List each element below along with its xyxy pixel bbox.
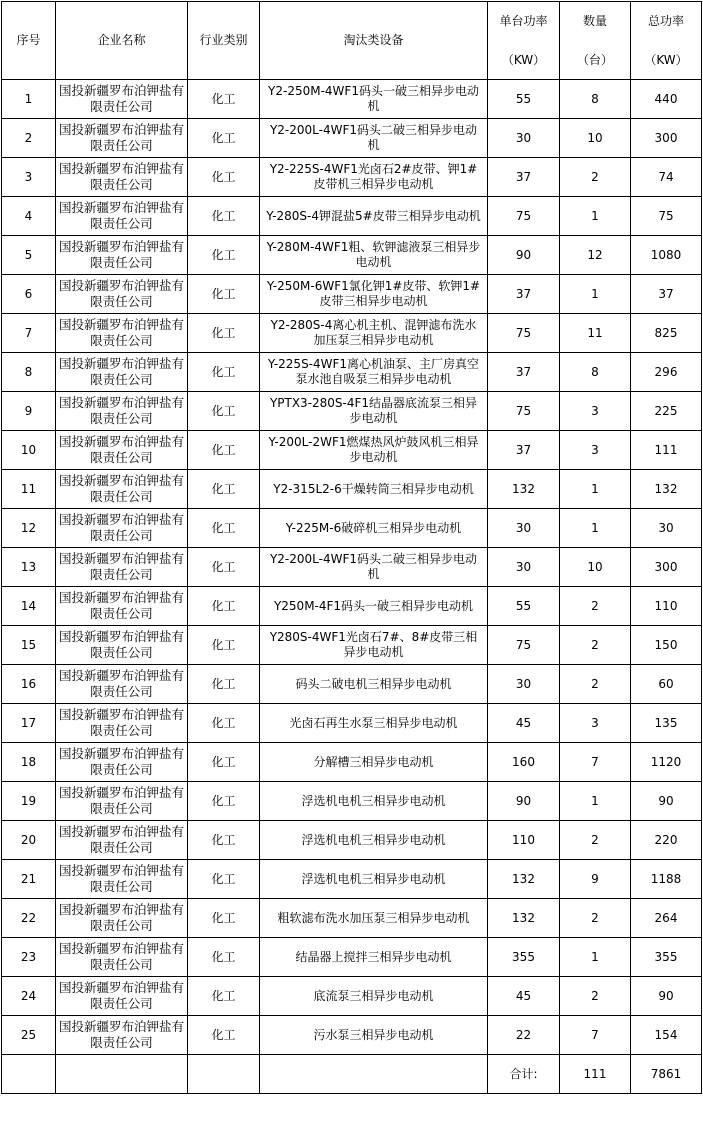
cell-unit-power: 30 [488, 119, 560, 158]
cell-industry: 化工 [188, 275, 260, 314]
table-row [2, 158, 702, 197]
table-row [2, 587, 702, 626]
cell-quantity: 3 [560, 704, 631, 743]
cell-unit-power: 75 [488, 197, 560, 236]
cell-unit-power: 45 [488, 704, 560, 743]
cell-company: 国投新疆罗布泊钾盐有限责任公司 [56, 938, 188, 977]
total-empty-industry [188, 1055, 260, 1094]
cell-unit-power: 75 [488, 314, 560, 353]
cell-industry: 化工 [188, 236, 260, 275]
cell-seq: 1 [2, 80, 56, 119]
table-row [2, 704, 702, 743]
cell-unit-power: 22 [488, 1016, 560, 1055]
cell-total-power: 264 [631, 899, 702, 938]
cell-company: 国投新疆罗布泊钾盐有限责任公司 [56, 860, 188, 899]
header-unit-power [488, 2, 560, 80]
table-row [2, 275, 702, 314]
table-row [2, 236, 702, 275]
cell-total-power: 300 [631, 119, 702, 158]
cell-total-power: 355 [631, 938, 702, 977]
cell-seq: 18 [2, 743, 56, 782]
cell-quantity: 9 [560, 860, 631, 899]
table-row [2, 431, 702, 470]
cell-unit-power: 37 [488, 431, 560, 470]
cell-seq: 3 [2, 158, 56, 197]
cell-total-power: 825 [631, 314, 702, 353]
cell-seq: 19 [2, 782, 56, 821]
cell-total-power: 60 [631, 665, 702, 704]
cell-total-power: 1120 [631, 743, 702, 782]
cell-equipment: Y250M-4F1码头一破三相异步电动机 [260, 587, 488, 626]
cell-company: 国投新疆罗布泊钾盐有限责任公司 [56, 665, 188, 704]
total-empty-company [56, 1055, 188, 1094]
cell-seq: 22 [2, 899, 56, 938]
table-row [2, 665, 702, 704]
cell-equipment: 浮选机电机三相异步电动机 [260, 821, 488, 860]
cell-quantity: 2 [560, 626, 631, 665]
header-total-power-unit: （KW） [631, 40, 701, 79]
cell-total-power: 30 [631, 509, 702, 548]
cell-industry: 化工 [188, 353, 260, 392]
total-label: 合计: [488, 1055, 560, 1094]
cell-equipment: 浮选机电机三相异步电动机 [260, 782, 488, 821]
cell-company: 国投新疆罗布泊钾盐有限责任公司 [56, 431, 188, 470]
cell-company: 国投新疆罗布泊钾盐有限责任公司 [56, 587, 188, 626]
cell-total-power: 90 [631, 782, 702, 821]
header-industry: 行业类别 [188, 2, 260, 80]
cell-seq: 24 [2, 977, 56, 1016]
cell-seq: 14 [2, 587, 56, 626]
cell-unit-power: 90 [488, 782, 560, 821]
cell-seq: 8 [2, 353, 56, 392]
cell-industry: 化工 [188, 197, 260, 236]
cell-quantity: 7 [560, 1016, 631, 1055]
cell-quantity: 1 [560, 782, 631, 821]
cell-seq: 16 [2, 665, 56, 704]
cell-industry: 化工 [188, 782, 260, 821]
cell-company: 国投新疆罗布泊钾盐有限责任公司 [56, 509, 188, 548]
total-power: 7861 [631, 1055, 702, 1094]
cell-industry: 化工 [188, 626, 260, 665]
cell-industry: 化工 [188, 899, 260, 938]
cell-equipment: 粗软滤布洗水加压泵三相异步电动机 [260, 899, 488, 938]
cell-equipment: Y2-200L-4WF1码头二破三相异步电动机 [260, 548, 488, 587]
cell-quantity: 10 [560, 119, 631, 158]
header-quantity [560, 2, 631, 80]
cell-total-power: 1080 [631, 236, 702, 275]
cell-unit-power: 160 [488, 743, 560, 782]
cell-seq: 13 [2, 548, 56, 587]
cell-quantity: 12 [560, 236, 631, 275]
table-body [2, 80, 702, 1055]
cell-industry: 化工 [188, 119, 260, 158]
cell-company: 国投新疆罗布泊钾盐有限责任公司 [56, 977, 188, 1016]
cell-equipment: 分解槽三相异步电动机 [260, 743, 488, 782]
cell-total-power: 440 [631, 80, 702, 119]
cell-industry: 化工 [188, 314, 260, 353]
cell-total-power: 111 [631, 431, 702, 470]
cell-industry: 化工 [188, 665, 260, 704]
cell-unit-power: 110 [488, 821, 560, 860]
cell-quantity: 2 [560, 587, 631, 626]
cell-total-power: 296 [631, 353, 702, 392]
cell-equipment: Y280S-4WF1光卤石7#、8#皮带三相异步电动机 [260, 626, 488, 665]
cell-company: 国投新疆罗布泊钾盐有限责任公司 [56, 158, 188, 197]
cell-unit-power: 45 [488, 977, 560, 1016]
cell-seq: 4 [2, 197, 56, 236]
cell-quantity: 2 [560, 158, 631, 197]
cell-unit-power: 37 [488, 353, 560, 392]
cell-company: 国投新疆罗布泊钾盐有限责任公司 [56, 548, 188, 587]
cell-total-power: 90 [631, 977, 702, 1016]
cell-equipment: 污水泵三相异步电动机 [260, 1016, 488, 1055]
cell-industry: 化工 [188, 704, 260, 743]
cell-industry: 化工 [188, 821, 260, 860]
header-unit-power-label: 单台功率 [499, 13, 548, 28]
cell-industry: 化工 [188, 509, 260, 548]
total-row [2, 1055, 702, 1094]
cell-unit-power: 55 [488, 587, 560, 626]
header-seq: 序号 [2, 2, 56, 80]
cell-seq: 9 [2, 392, 56, 431]
table-row [2, 119, 702, 158]
cell-company: 国投新疆罗布泊钾盐有限责任公司 [56, 275, 188, 314]
cell-equipment: Y-280M-4WF1粗、软钾滤液泵三相异步电动机 [260, 236, 488, 275]
cell-quantity: 1 [560, 938, 631, 977]
table-row [2, 392, 702, 431]
cell-industry: 化工 [188, 743, 260, 782]
cell-total-power: 37 [631, 275, 702, 314]
cell-total-power: 300 [631, 548, 702, 587]
cell-quantity: 2 [560, 821, 631, 860]
table-row [2, 938, 702, 977]
cell-equipment: Y-200L-2WF1燃煤热风炉鼓风机三相异步电动机 [260, 431, 488, 470]
cell-unit-power: 30 [488, 665, 560, 704]
cell-company: 国投新疆罗布泊钾盐有限责任公司 [56, 80, 188, 119]
cell-seq: 23 [2, 938, 56, 977]
cell-quantity: 8 [560, 353, 631, 392]
cell-equipment: Y-225M-6破碎机三相异步电动机 [260, 509, 488, 548]
cell-quantity: 3 [560, 431, 631, 470]
cell-seq: 15 [2, 626, 56, 665]
cell-industry: 化工 [188, 431, 260, 470]
cell-industry: 化工 [188, 860, 260, 899]
header-unit-power-unit: （KW） [488, 40, 559, 79]
table-row [2, 470, 702, 509]
cell-quantity: 3 [560, 392, 631, 431]
cell-equipment: Y2-280S-4离心机主机、混钾滤布洗水加压泵三相异步电动机 [260, 314, 488, 353]
cell-unit-power: 75 [488, 392, 560, 431]
cell-seq: 6 [2, 275, 56, 314]
cell-total-power: 135 [631, 704, 702, 743]
cell-quantity: 8 [560, 80, 631, 119]
cell-equipment: 底流泵三相异步电动机 [260, 977, 488, 1016]
cell-total-power: 75 [631, 197, 702, 236]
cell-company: 国投新疆罗布泊钾盐有限责任公司 [56, 899, 188, 938]
total-quantity: 111 [560, 1055, 631, 1094]
cell-unit-power: 132 [488, 860, 560, 899]
cell-total-power: 225 [631, 392, 702, 431]
cell-company: 国投新疆罗布泊钾盐有限责任公司 [56, 392, 188, 431]
cell-equipment: Y2-315L2-6干燥转筒三相异步电动机 [260, 470, 488, 509]
table-row [2, 509, 702, 548]
cell-unit-power: 90 [488, 236, 560, 275]
cell-seq: 21 [2, 860, 56, 899]
header-total-power-label: 总功率 [647, 13, 684, 28]
cell-total-power: 150 [631, 626, 702, 665]
cell-unit-power: 30 [488, 509, 560, 548]
cell-unit-power: 37 [488, 275, 560, 314]
table-row [2, 899, 702, 938]
header-equipment: 淘汰类设备 [260, 2, 488, 80]
cell-company: 国投新疆罗布泊钾盐有限责任公司 [56, 236, 188, 275]
cell-equipment: Y2-225S-4WF1光卤石2#皮带、钾1#皮带机三相异步电动机 [260, 158, 488, 197]
cell-industry: 化工 [188, 548, 260, 587]
cell-equipment: Y-250M-6WF1氯化钾1#皮带、软钾1#皮带三相异步电动机 [260, 275, 488, 314]
cell-total-power: 110 [631, 587, 702, 626]
cell-total-power: 220 [631, 821, 702, 860]
table-row [2, 977, 702, 1016]
cell-equipment: Y2-250M-4WF1码头一破三相异步电动机 [260, 80, 488, 119]
table-row [2, 1016, 702, 1055]
cell-unit-power: 75 [488, 626, 560, 665]
cell-company: 国投新疆罗布泊钾盐有限责任公司 [56, 782, 188, 821]
cell-total-power: 132 [631, 470, 702, 509]
table-row [2, 314, 702, 353]
cell-company: 国投新疆罗布泊钾盐有限责任公司 [56, 353, 188, 392]
cell-industry: 化工 [188, 977, 260, 1016]
cell-quantity: 7 [560, 743, 631, 782]
header-company: 企业名称 [56, 2, 188, 80]
cell-seq: 25 [2, 1016, 56, 1055]
header-quantity-label: 数量 [582, 13, 607, 28]
cell-quantity: 1 [560, 275, 631, 314]
cell-company: 国投新疆罗布泊钾盐有限责任公司 [56, 470, 188, 509]
table-row [2, 353, 702, 392]
table-row [2, 821, 702, 860]
table-row [2, 626, 702, 665]
total-empty-seq [2, 1055, 56, 1094]
header-row [2, 2, 702, 80]
cell-company: 国投新疆罗布泊钾盐有限责任公司 [56, 743, 188, 782]
cell-industry: 化工 [188, 158, 260, 197]
cell-unit-power: 355 [488, 938, 560, 977]
total-empty-equipment [260, 1055, 488, 1094]
cell-company: 国投新疆罗布泊钾盐有限责任公司 [56, 314, 188, 353]
table-row [2, 80, 702, 119]
cell-unit-power: 30 [488, 548, 560, 587]
cell-company: 国投新疆罗布泊钾盐有限责任公司 [56, 626, 188, 665]
cell-industry: 化工 [188, 470, 260, 509]
cell-unit-power: 37 [488, 158, 560, 197]
cell-total-power: 74 [631, 158, 702, 197]
cell-unit-power: 132 [488, 470, 560, 509]
cell-company: 国投新疆罗布泊钾盐有限责任公司 [56, 1016, 188, 1055]
cell-industry: 化工 [188, 938, 260, 977]
cell-seq: 11 [2, 470, 56, 509]
cell-equipment: Y2-200L-4WF1码头二破三相异步电动机 [260, 119, 488, 158]
cell-quantity: 1 [560, 470, 631, 509]
cell-quantity: 10 [560, 548, 631, 587]
cell-quantity: 2 [560, 977, 631, 1016]
cell-equipment: 结晶器上搅拌三相异步电动机 [260, 938, 488, 977]
table-row [2, 860, 702, 899]
cell-seq: 5 [2, 236, 56, 275]
cell-seq: 12 [2, 509, 56, 548]
cell-industry: 化工 [188, 392, 260, 431]
cell-unit-power: 55 [488, 80, 560, 119]
cell-quantity: 2 [560, 899, 631, 938]
cell-company: 国投新疆罗布泊钾盐有限责任公司 [56, 704, 188, 743]
cell-equipment: 码头二破电机三相异步电动机 [260, 665, 488, 704]
table-row [2, 197, 702, 236]
cell-industry: 化工 [188, 1016, 260, 1055]
cell-company: 国投新疆罗布泊钾盐有限责任公司 [56, 119, 188, 158]
equipment-table [1, 1, 702, 1094]
table-row [2, 743, 702, 782]
cell-quantity: 1 [560, 197, 631, 236]
cell-seq: 17 [2, 704, 56, 743]
cell-company: 国投新疆罗布泊钾盐有限责任公司 [56, 197, 188, 236]
cell-total-power: 1188 [631, 860, 702, 899]
cell-total-power: 154 [631, 1016, 702, 1055]
cell-seq: 7 [2, 314, 56, 353]
table-row [2, 548, 702, 587]
cell-unit-power: 132 [488, 899, 560, 938]
cell-equipment: YPTX3-280S-4F1结晶器底流泵三相异步电动机 [260, 392, 488, 431]
cell-equipment: 浮选机电机三相异步电动机 [260, 860, 488, 899]
cell-company: 国投新疆罗布泊钾盐有限责任公司 [56, 821, 188, 860]
header-quantity-unit: （台） [560, 40, 630, 79]
cell-equipment: Y-225S-4WF1离心机油泵、主厂房真空泵水池自吸泵三相异步电动机 [260, 353, 488, 392]
cell-equipment: 光卤石再生水泵三相异步电动机 [260, 704, 488, 743]
cell-seq: 10 [2, 431, 56, 470]
cell-quantity: 2 [560, 665, 631, 704]
cell-quantity: 11 [560, 314, 631, 353]
cell-industry: 化工 [188, 80, 260, 119]
cell-seq: 2 [2, 119, 56, 158]
cell-equipment: Y-280S-4钾混盐5#皮带三相异步电动机 [260, 197, 488, 236]
table-row [2, 782, 702, 821]
cell-industry: 化工 [188, 587, 260, 626]
header-total-power [631, 2, 702, 80]
cell-seq: 20 [2, 821, 56, 860]
cell-quantity: 1 [560, 509, 631, 548]
